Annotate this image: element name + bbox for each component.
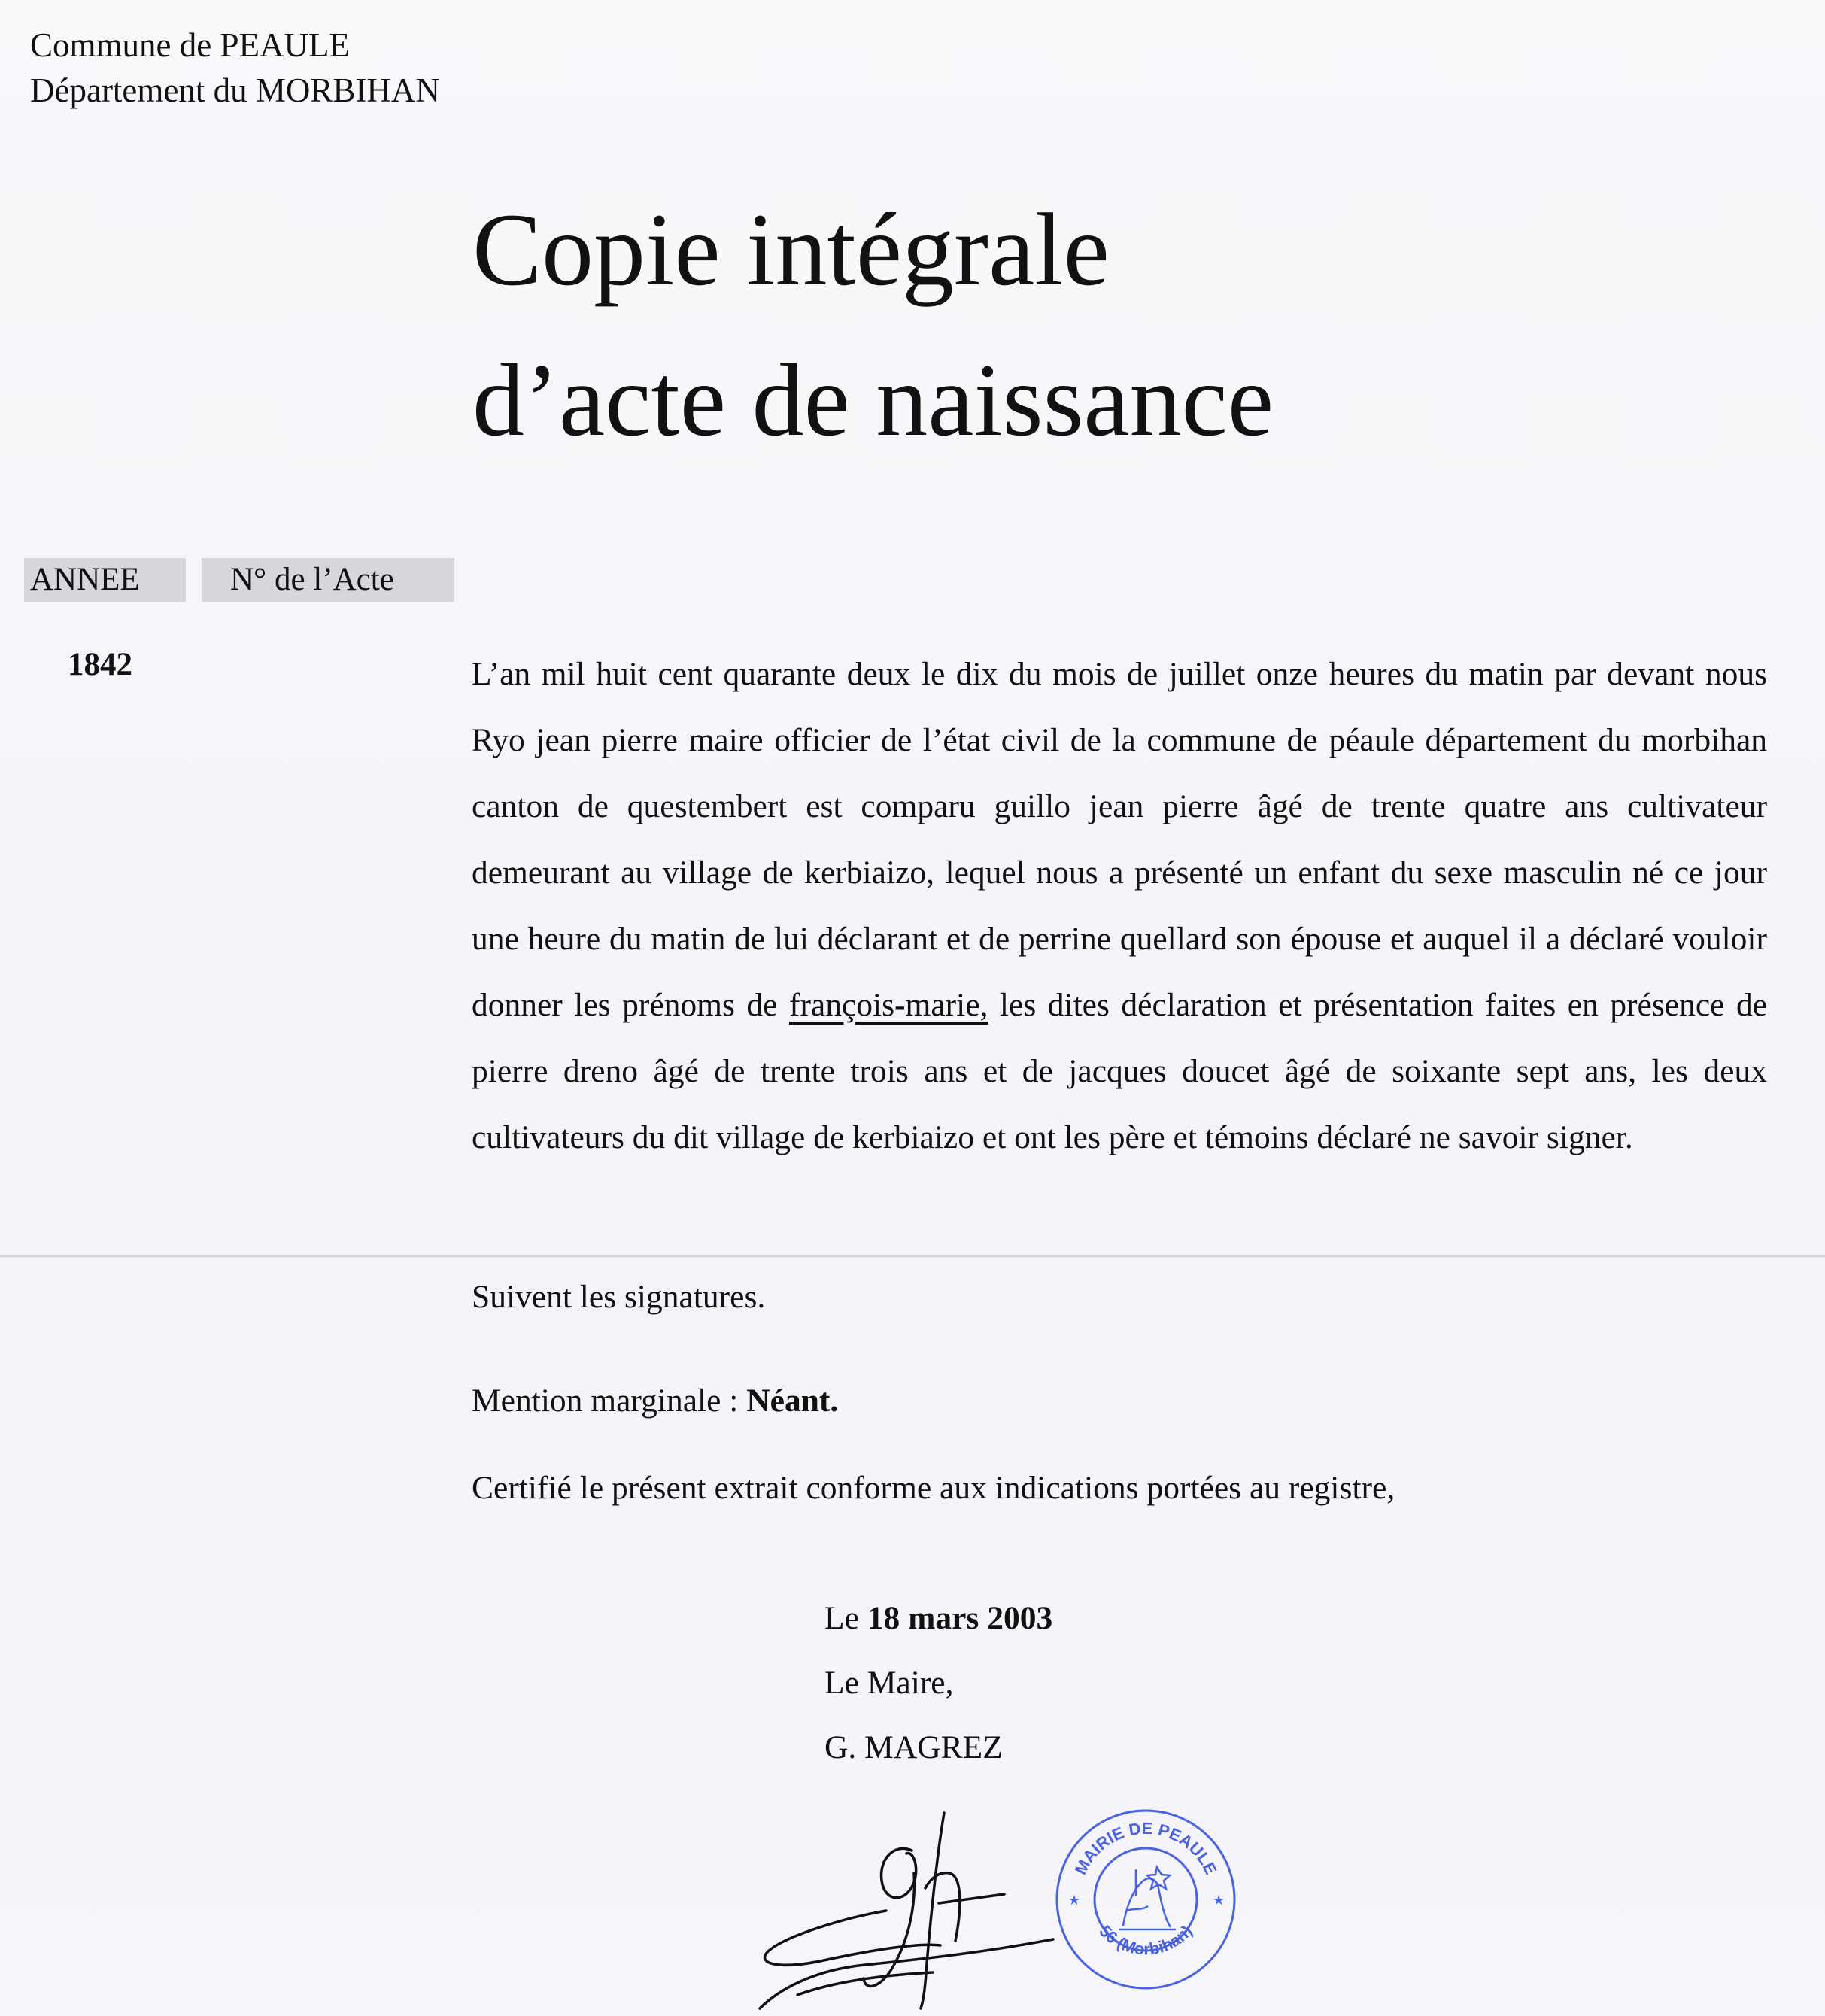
stamp-bottom-text: 56 (Morbihan)	[1095, 1921, 1196, 1959]
mairie-stamp	[1052, 1805, 1240, 1993]
svg-text:★: ★	[1213, 1893, 1225, 1908]
title-line-2: d’acte de naissance	[472, 342, 1274, 457]
signatures-line: Suivent les signatures.	[472, 1279, 766, 1315]
label-annee: ANNEE	[24, 558, 186, 602]
act-text-part-1: L’an mil huit cent quarante deux le dix du mois de juillet onze heures du matin par devant nous Ryo jean pierre maire officier de l’état civil de la commune de péaule département du morbihan canton de questembert est comparu guillo jean pierre âgé de trente quatre ans cultivateur demeurant au village de kerbiaizo, lequel nous a présenté un enfant du sexe masculin né ce jour une heure du matin de lui déclarant et de perrine quellard son épouse et auquel il a déclaré vouloir donner les prénoms de	[472, 656, 1767, 1023]
header-departement: Département du MORBIHAN	[30, 71, 440, 109]
act-body-text	[472, 641, 1767, 1170]
stamp-emblem-icon	[1119, 1867, 1176, 1929]
year-value: 1842	[68, 647, 132, 682]
signoff-name: G. MAGREZ	[824, 1729, 1003, 1766]
title-line-1: Copie intégrale	[472, 192, 1110, 307]
mention-value: Néant.	[746, 1383, 839, 1419]
signoff-block	[824, 1586, 1052, 1780]
act-prenoms: françois-marie,	[788, 987, 988, 1023]
paper-fold-line	[0, 1255, 1825, 1258]
stamp-top-text: MAIRIE DE PEAULE	[1070, 1818, 1221, 1878]
signoff-date: 18 mars 2003	[867, 1600, 1053, 1636]
document-title	[472, 175, 1274, 475]
signoff-date-line	[824, 1586, 1052, 1650]
signoff-role: Le Maire,	[824, 1665, 954, 1701]
svg-text:★: ★	[1068, 1893, 1081, 1908]
mention-marginale	[472, 1380, 838, 1422]
act-text-part-2: les dites déclaration et présentation faites en présence de pierre dreno âgé de trente trois ans et de jacques doucet âgé de soixante sept ans, les deux cultivateurs du dit village de kerbiaizo et ont les père et témoins déclaré ne savoir signer.	[472, 987, 1767, 1155]
signoff-le: Le	[824, 1600, 867, 1636]
certification-text: Certifié le présent extrait conforme aux indications portées au registre,	[472, 1470, 1395, 1506]
label-numero-acte: N° de l’Acte	[202, 558, 454, 602]
header-commune: Commune de PEAULE	[30, 26, 350, 64]
handwritten-signature	[752, 1798, 1068, 2016]
mention-label: Mention marginale :	[472, 1383, 747, 1419]
